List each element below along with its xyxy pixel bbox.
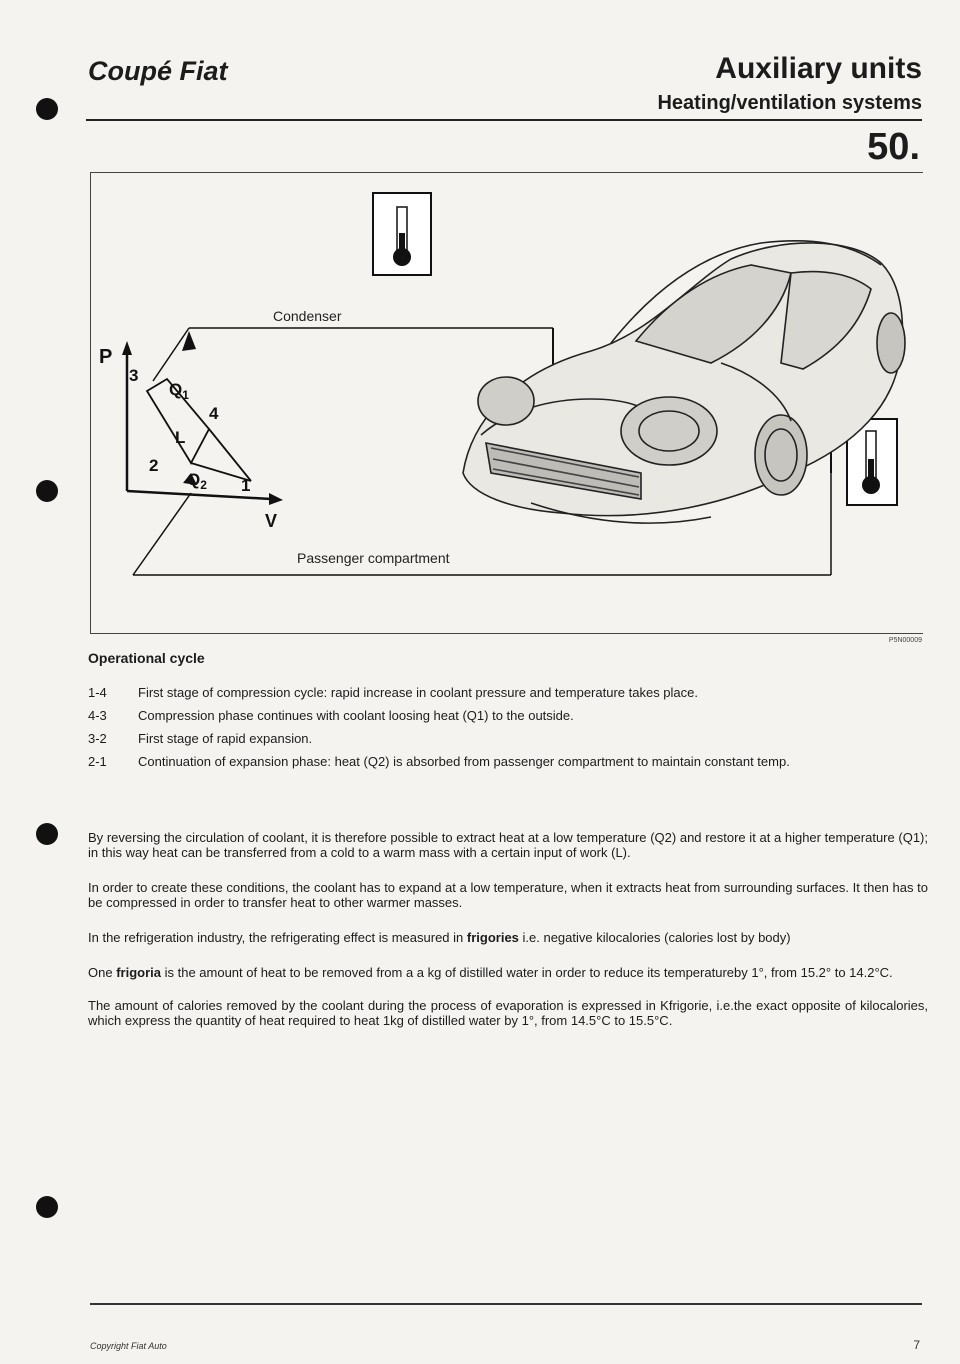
work-l-label: L bbox=[175, 428, 186, 447]
q2-label: $Q_2$ bbox=[187, 470, 207, 492]
figure-drawing bbox=[91, 173, 923, 633]
point-2-label: 2 bbox=[149, 456, 159, 475]
paragraph: By reversing the circulation of coolant, it is therefore possible to extract heat at a low temperature (Q2) and restore it at a higher temperature (Q1); in this way heat can be transferred from a cold to a warm mass with a certain input of work (L). bbox=[88, 830, 928, 860]
point-3-label: 3 bbox=[129, 366, 139, 385]
subsection-title: Heating/ventilation systems bbox=[657, 92, 922, 114]
paragraph: One frigoria is the amount of heat to be removed from a a kg of distilled water in order to reduce its temperatureby 1°, from 15.2° to 14.2°C. bbox=[88, 965, 893, 980]
step-text: First stage of compression cycle: rapid increase in coolant pressure and temperature takes place. bbox=[138, 685, 698, 700]
frigoria-term: frigoria bbox=[116, 965, 161, 980]
copyright-text: Copyright Fiat Auto bbox=[90, 1341, 167, 1351]
page-number: 7 bbox=[913, 1338, 920, 1352]
section-title: Auxiliary units bbox=[715, 52, 922, 85]
paragraph: In the refrigeration industry, the refrigerating effect is measured in frigories i.e. negative kilocalories (calories lost by body) bbox=[88, 930, 791, 945]
step-number: 2-1 bbox=[88, 754, 107, 769]
step-number: 1-4 bbox=[88, 685, 107, 700]
binder-hole bbox=[36, 480, 58, 502]
footer-rule bbox=[90, 1303, 922, 1305]
point-1-label: 1 bbox=[241, 476, 251, 495]
car-illustration bbox=[463, 241, 905, 523]
p-axis-label: P bbox=[99, 346, 113, 368]
step-item bbox=[88, 753, 928, 771]
v-axis-label: V bbox=[265, 511, 278, 531]
brand-title: Coupé Fiat bbox=[88, 56, 228, 86]
condenser-label: Condenser bbox=[273, 308, 342, 324]
step-text: Continuation of expansion phase: heat (Q2) is absorbed from passenger compartment to maintain constant temp. bbox=[138, 754, 790, 769]
step-item bbox=[88, 730, 928, 748]
paragraph: In order to create these conditions, the coolant has to expand at a low temperature, when it extracts heat from surrounding surfaces. It then has to be compressed in order to transfer heat to other warmer masses. bbox=[88, 880, 928, 910]
paragraph: The amount of calories removed by the coolant during the process of evaporation is expressed in Kfrigorie, i.e.the exact opposite of kilocalories, which express the quantity of heat required to heat 1kg of distilled water by 1°, from 14.5°C to 15.5°C. bbox=[88, 998, 928, 1028]
q1-label: $Q_1$ bbox=[169, 380, 189, 402]
chapter-number: 50. bbox=[867, 126, 920, 168]
point-4-label: 4 bbox=[209, 404, 219, 423]
passenger-compartment-label: Passenger compartment bbox=[297, 550, 450, 566]
thermometer-icon bbox=[373, 193, 431, 275]
cycle-steps bbox=[88, 684, 928, 776]
step-item bbox=[88, 707, 928, 725]
binder-hole bbox=[36, 98, 58, 120]
step-item bbox=[88, 684, 928, 702]
caption-title: Operational cycle bbox=[88, 650, 205, 666]
step-number: 4-3 bbox=[88, 708, 107, 723]
frigories-term: frigories bbox=[466, 930, 519, 945]
header-rule bbox=[86, 119, 922, 121]
step-number: 3-2 bbox=[88, 731, 107, 746]
figure-reference: P5N00009 bbox=[888, 637, 922, 644]
step-text: Compression phase continues with coolant loosing heat (Q1) to the outside. bbox=[138, 708, 574, 723]
binder-hole bbox=[36, 823, 58, 845]
cycle-figure bbox=[90, 172, 923, 634]
binder-hole bbox=[36, 1196, 58, 1218]
step-text: First stage of rapid expansion. bbox=[138, 731, 313, 746]
